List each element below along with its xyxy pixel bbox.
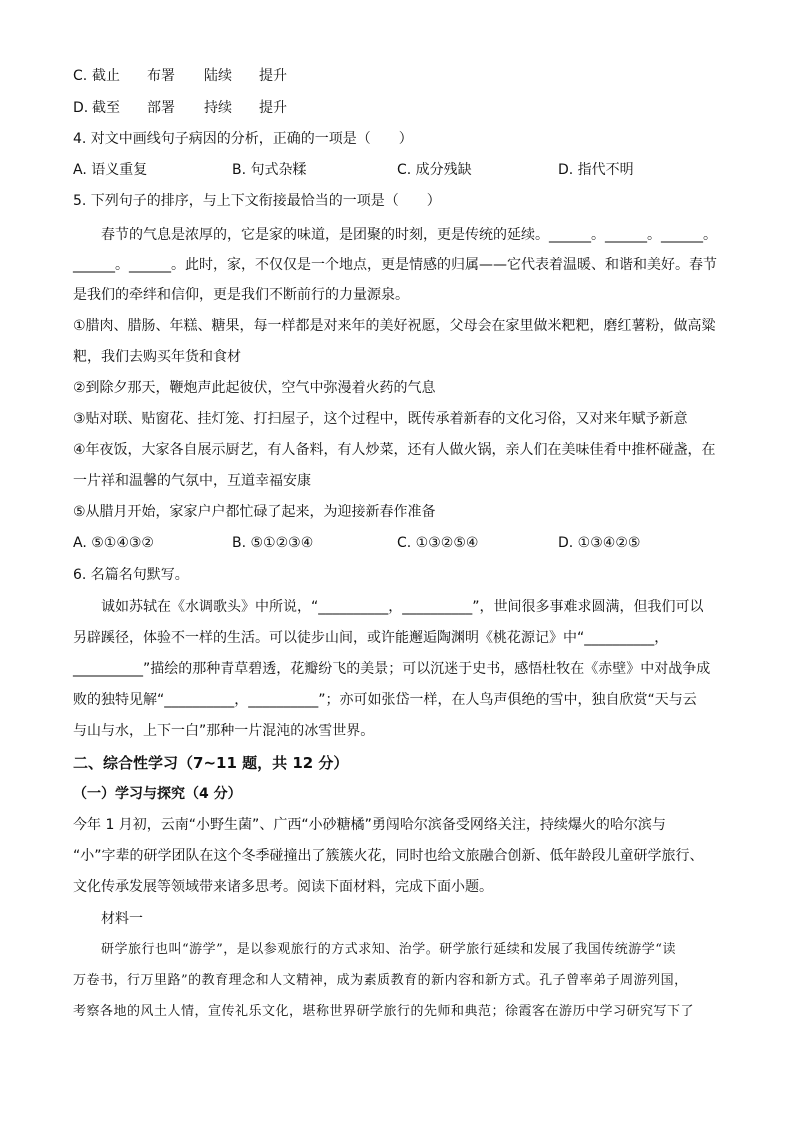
q5-option-a: A. ⑤①④③②: [73, 535, 154, 551]
option-word: 布署: [147, 68, 175, 84]
q5-sentence-4-cont: 一片祥和温馨的气氛中，互道幸福安康: [73, 473, 311, 489]
option-word: 截止: [92, 68, 120, 84]
q4-option-d: D. 指代不明: [558, 162, 634, 178]
material-line: 万卷书，行万里路”的教育理念和人文精神，成为素质教育的新内容和新方式。孔子曾率弟子周游列国，: [73, 973, 688, 988]
option-word: 提升: [259, 68, 287, 84]
q5-option-d: D. ①③④②⑤: [558, 535, 641, 551]
option-letter: D.: [73, 100, 89, 116]
option-letter: C.: [73, 68, 88, 84]
option-word: 部署: [147, 100, 175, 116]
q6-passage-line: 诚如苏轼在《水调歌头》中所说，“__________，__________”，世间很多事难求圆满，但我们可以: [101, 599, 704, 615]
option-word: 截至: [92, 100, 120, 116]
material-line: 研学旅行也叫“游学”，是以参观旅行的方式求知、治学。研学旅行延续和发展了我国传统游学“读: [101, 942, 676, 957]
q5-sentence-1: ①腊肉、腊肠、年糕、糖果，每一样都是对来年的美好祝愿，父母会在家里做米粑粑，磨红薯粉，做高粱: [73, 318, 716, 334]
option-word: 提升: [259, 100, 287, 116]
q4-option-c: C. 成分残缺: [397, 162, 472, 178]
q5-sentence-1-cont: 粑，我们去购买年货和食材: [73, 349, 241, 365]
intro-line: “小”字辈的研学团队在这个冬季碰撞出了簇簇火花，同时也给文旅融合创新、低年龄段儿童研学旅行、: [73, 848, 704, 864]
option-word: 陆续: [204, 68, 232, 84]
q5-passage-line: 是我们的牵绊和信仰，更是我们不断前行的力量源泉。: [73, 287, 409, 303]
q6-stem: 6. 名篇名句默写。: [73, 567, 189, 583]
q5-passage-line: ______。______。此时，家，不仅仅是一个地点，更是情感的归属——它代表着温暖、和谐和美好。春节: [73, 257, 717, 273]
q4-option-b: B. 句式杂糅: [232, 162, 307, 178]
q4-option-a: A. 语义重复: [73, 162, 148, 178]
q5-stem: 5. 下列句子的排序，与上下文衔接最恰当的一项是（ ）: [73, 193, 441, 209]
q5-passage-line: 春节的气息是浓厚的，它是家的味道，是团聚的时刻，更是传统的延续。______。______。______。: [101, 227, 717, 243]
section-2-title: 二、综合性学习（7~11 题，共 12 分）: [73, 754, 349, 772]
option-word: 持续: [204, 100, 232, 116]
q5-sentence-5: ⑤从腊月开始，家家户户都忙碌了起来，为迎接新春作准备: [73, 504, 436, 520]
q5-option-c: C. ①③②⑤④: [397, 535, 479, 551]
q4-stem: 4. 对文中画线句子病因的分析，正确的一项是（ ）: [73, 131, 413, 147]
q5-option-b: B. ⑤①②③④: [232, 535, 314, 551]
intro-line: 文化传承发展等领域带来诸多思考。阅读下面材料，完成下面小题。: [73, 879, 493, 895]
q5-sentence-3: ③贴对联、贴窗花、挂灯笼、打扫屋子，这个过程中，既传承着新春的文化习俗，又对来年赋予新意: [73, 411, 688, 427]
section-2-subtitle: （一）学习与探究（4 分）: [73, 786, 242, 802]
q5-sentence-2: ②到除夕那天，鞭炮声此起彼伏，空气中弥漫着火药的气息: [73, 380, 436, 396]
q6-passage-line: 另辟蹊径，体验不一样的生活。可以徒步山间，或许能邂逅陶渊明《桃花源记》中“__________，: [73, 630, 669, 646]
material-line: 考察各地的风土人情，宣传礼乐文化，堪称世界研学旅行的先师和典范；徐霞客在游历中学习研究写下了: [73, 1004, 695, 1019]
q6-passage-line: 与山与水，上下一白”那种一片混沌的冰雪世界。: [73, 723, 375, 739]
intro-line: 今年 1 月初，云南“小野生菌”、广西“小砂糖橘”勇闯哈尔滨备受网络关注，持续爆火的哈尔滨与: [73, 817, 666, 833]
q6-passage-line: __________”描绘的那种青草碧透，花瓣纷飞的美景；可以沉迷于史书，感悟杜牧在《赤壁》中对战争成: [73, 661, 711, 677]
material-title: 材料一: [101, 911, 143, 927]
q5-sentence-4: ④年夜饭，大家各自展示厨艺，有人备料，有人炒菜，还有人做火锅，亲人们在美味佳肴中推杯碰盏，在: [73, 442, 716, 458]
q6-passage-line: 败的独特见解“__________，__________”；亦可如张岱一样，在人鸟声俱绝的雪中，独自欣赏“天与云: [73, 692, 697, 708]
